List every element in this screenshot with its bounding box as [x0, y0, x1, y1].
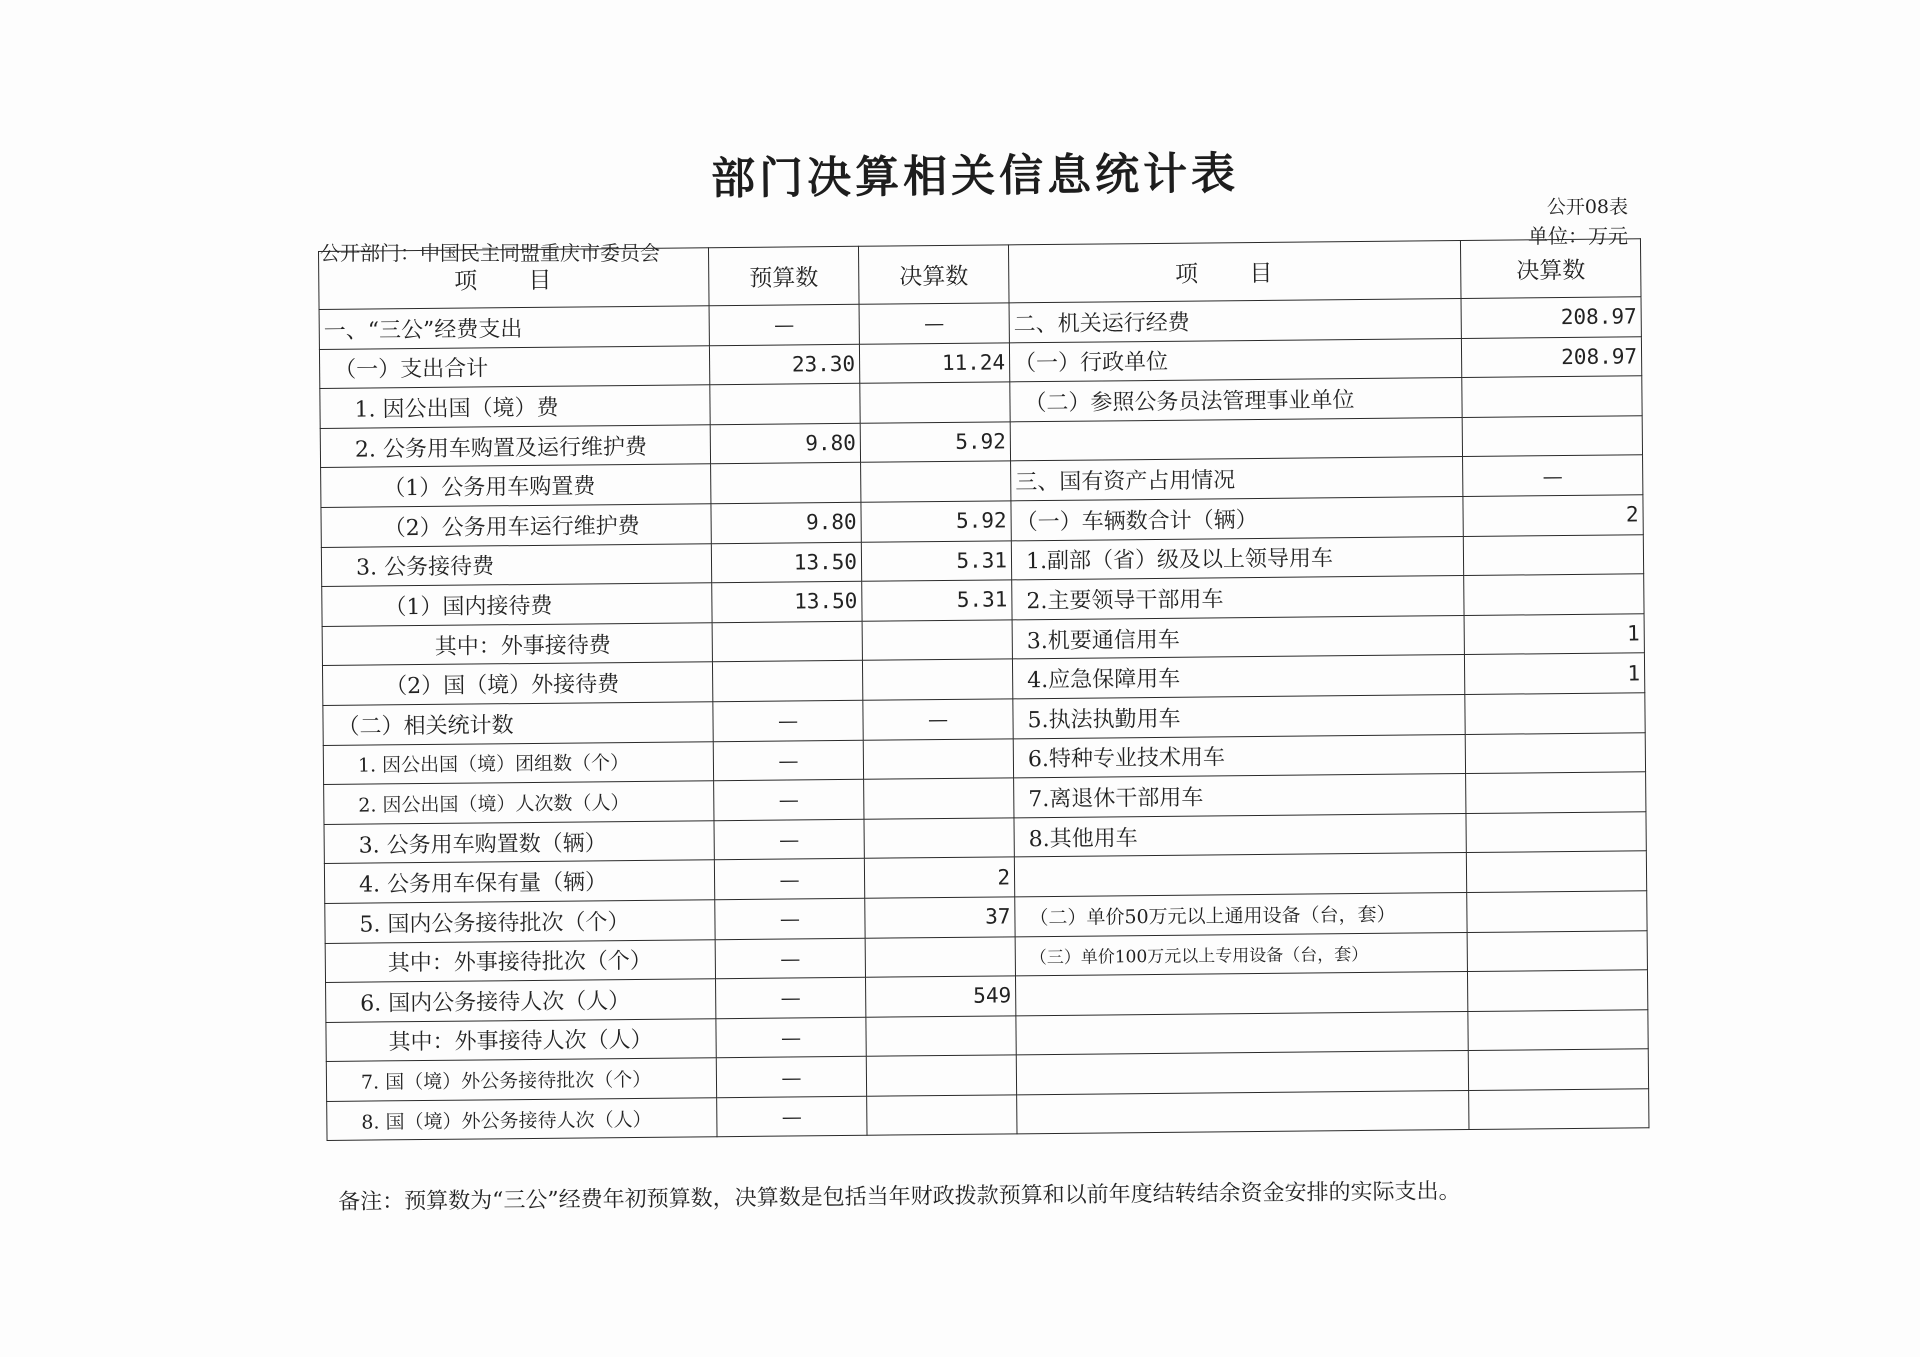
actual-cell: —: [859, 303, 1009, 344]
right-item-cell: 8.其他用车: [1014, 813, 1466, 857]
right-actual-cell: [1467, 970, 1647, 1011]
left-item-cell: 3. 公务用车购置数（辆）: [324, 820, 714, 863]
left-item-cell: 其中：外事接待费: [322, 622, 712, 665]
right-item-cell: 4.应急保障用车: [1012, 655, 1464, 699]
right-actual-cell: 2: [1463, 495, 1643, 536]
header-actual: 决算数: [858, 245, 1009, 304]
right-item-cell: 5.执法执勤用车: [1013, 694, 1465, 738]
actual-cell: 5.92: [861, 501, 1011, 542]
right-actual-cell: 1: [1464, 653, 1644, 694]
actual-cell: [866, 1016, 1016, 1057]
budget-cell: —: [714, 819, 864, 860]
right-item-cell: 二、机关运行经费: [1009, 299, 1461, 343]
budget-cell: —: [716, 977, 866, 1018]
statistics-table-container: [318, 238, 1648, 1141]
right-actual-cell: [1463, 534, 1643, 575]
actual-cell: 5.31: [862, 580, 1012, 621]
right-actual-cell: [1462, 416, 1642, 457]
actual-cell: 5.31: [861, 540, 1011, 581]
budget-cell: —: [715, 938, 865, 979]
left-item-cell: （一）支出合计: [319, 345, 709, 388]
right-item-cell: 1.副部（省）级及以上领导用车: [1011, 536, 1463, 580]
left-item-cell: 1. 因公出国（境）团组数（个）: [323, 741, 713, 784]
right-actual-cell: [1469, 1089, 1649, 1130]
right-item-cell: 6.特种专业技术用车: [1013, 734, 1465, 778]
right-actual-cell: —: [1463, 455, 1643, 496]
actual-cell: [864, 818, 1014, 859]
actual-cell: [861, 461, 1011, 502]
budget-cell: —: [715, 898, 865, 939]
left-item-cell: （1）公务用车购置费: [321, 464, 711, 507]
budget-cell: —: [713, 740, 863, 781]
budget-cell: 9.80: [711, 502, 861, 543]
actual-cell: 37: [865, 897, 1015, 938]
department-label: 公开部门：中国民主同盟重庆市委员会: [320, 241, 660, 265]
actual-cell: [866, 1055, 1016, 1096]
budget-cell: 9.80: [710, 423, 860, 464]
budget-cell: [712, 661, 862, 702]
left-item-cell: 其中：外事接待批次（个）: [325, 939, 715, 982]
budget-cell: —: [716, 1017, 866, 1058]
left-item-cell: 1. 因公出国（境）费: [320, 385, 710, 428]
right-actual-cell: 208.97: [1461, 297, 1641, 338]
budget-cell: [710, 383, 860, 424]
right-item-cell: 3.机要通信用车: [1012, 615, 1464, 659]
right-item-cell: 7.离退休干部用车: [1014, 774, 1466, 818]
right-actual-cell: [1467, 891, 1647, 932]
left-item-cell: 其中：外事接待人次（人）: [326, 1018, 716, 1061]
actual-cell: 2: [864, 857, 1014, 898]
right-item-cell: （三）单价100万元以上专用设备（台，套）: [1015, 932, 1467, 976]
right-actual-cell: [1466, 772, 1646, 813]
right-item-cell: （一）车辆数合计（辆）: [1011, 496, 1463, 540]
right-item-cell: [1015, 972, 1467, 1016]
right-actual-cell: [1465, 693, 1645, 734]
budget-cell: [711, 463, 861, 504]
right-item-cell: （二）单价50万元以上通用设备（台，套）: [1015, 892, 1467, 936]
budget-cell: 13.50: [711, 542, 861, 583]
right-item-cell: 2.主要领导干部用车: [1012, 576, 1464, 620]
actual-cell: 5.92: [860, 422, 1010, 463]
right-actual-cell: [1462, 376, 1642, 417]
budget-cell: 13.50: [712, 581, 862, 622]
right-actual-cell: [1468, 1009, 1648, 1050]
table-body: [319, 297, 1649, 1141]
left-item-cell: （2）公务用车运行维护费: [321, 504, 711, 547]
left-item-cell: （1）国内接待费: [322, 583, 712, 626]
left-item-cell: 4. 公务用车保有量（辆）: [324, 860, 714, 903]
right-actual-cell: [1467, 930, 1647, 971]
unit-label: 单位：万元: [1528, 224, 1628, 248]
right-item-cell: [1016, 1051, 1468, 1095]
statistics-table: [318, 238, 1649, 1141]
actual-cell: [860, 382, 1010, 423]
header-budget: 预算数: [708, 246, 859, 305]
right-item-cell: [1014, 853, 1466, 897]
right-actual-cell: [1468, 1049, 1648, 1090]
header-right-actual: 决算数: [1460, 239, 1641, 299]
actual-cell: [862, 620, 1012, 661]
form-number: 公开08表: [1546, 196, 1628, 218]
right-actual-cell: [1465, 732, 1645, 773]
left-item-cell: （2）国（境）外接待费: [322, 662, 712, 705]
actual-cell: —: [863, 699, 1013, 740]
budget-cell: —: [716, 1057, 866, 1098]
left-item-cell: 3. 公务接待费: [321, 543, 711, 586]
budget-cell: —: [717, 1096, 867, 1137]
actual-cell: [863, 738, 1013, 779]
budget-cell: 23.30: [709, 344, 859, 385]
right-actual-cell: 1: [1464, 614, 1644, 655]
right-actual-cell: [1464, 574, 1644, 615]
right-item-cell: （一）行政单位: [1009, 338, 1461, 382]
actual-cell: [865, 936, 1015, 977]
right-item-cell: （二）参照公务员法管理事业单位: [1010, 378, 1462, 422]
budget-cell: —: [709, 304, 859, 345]
left-item-cell: （二）相关统计数: [323, 702, 713, 745]
left-item-cell: 2. 公务用车购置及运行维护费: [320, 425, 710, 468]
right-actual-cell: 208.97: [1461, 336, 1641, 377]
actual-cell: 11.24: [859, 342, 1009, 383]
right-item-cell: [1017, 1090, 1469, 1134]
left-item-cell: 一、“三公”经费支出: [319, 306, 709, 349]
budget-cell: —: [714, 859, 864, 900]
left-item-cell: 2. 因公出国（境）人次数（人）: [324, 781, 714, 824]
actual-cell: 549: [865, 976, 1015, 1017]
right-actual-cell: [1466, 851, 1646, 892]
right-item-cell: [1010, 417, 1462, 461]
budget-cell: —: [714, 779, 864, 820]
page-title: 部门决算相关信息统计表: [710, 148, 1240, 205]
budget-cell: —: [713, 700, 863, 741]
right-item-cell: 三、国有资产占用情况: [1011, 457, 1463, 501]
left-item-cell: 7. 国（境）外公务接待批次（个）: [326, 1058, 716, 1101]
footnote: 备注：预算数为“三公”经费年初预算数，决算数是包括当年财政拨款预算和以前年度结转结余资金安排的实际支出。: [338, 1179, 1461, 1215]
right-item-cell: [1016, 1011, 1468, 1055]
actual-cell: [862, 659, 1012, 700]
actual-cell: [867, 1095, 1017, 1136]
left-item-cell: 5. 国内公务接待批次（个）: [325, 900, 715, 943]
left-item-cell: 8. 国（境）外公务接待人次（人）: [327, 1098, 717, 1141]
right-actual-cell: [1466, 811, 1646, 852]
header-left-item: 项 目: [319, 248, 710, 310]
header-right-item: 项 目: [1008, 241, 1461, 303]
actual-cell: [864, 778, 1014, 819]
left-item-cell: 6. 国内公务接待人次（人）: [326, 979, 716, 1022]
budget-cell: [712, 621, 862, 662]
